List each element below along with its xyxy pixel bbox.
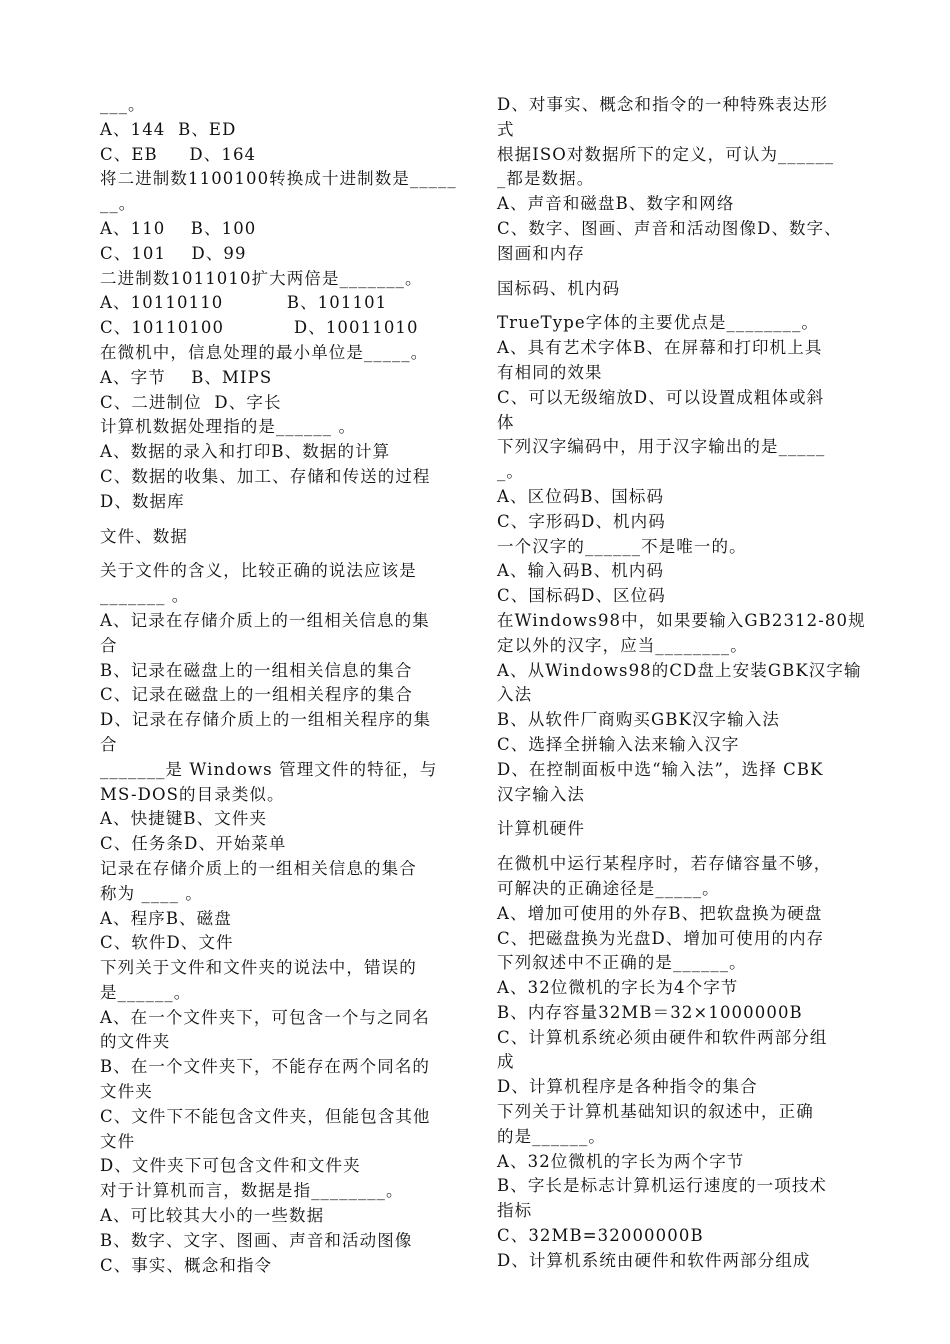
text-line: C、国标码D、区位码	[497, 586, 666, 606]
text-line: 在微机中，信息处理的最小单位是_____。	[100, 342, 429, 362]
text-line: A、输入码B、机内码	[497, 561, 665, 581]
text-line: 汉字输入法	[497, 784, 585, 804]
text-line: 下列叙述中不正确的是______。	[497, 953, 747, 973]
text-line: C、数字、图画、声音和活动图像D、数字、	[497, 218, 842, 238]
text-line: D、数据库	[100, 491, 185, 511]
text-line: 入法	[497, 685, 533, 705]
text-line: D、记录在存储介质上的一组相关程序的集	[100, 710, 432, 730]
text-line: B、数字、文字、图画、声音和活动图像	[100, 1230, 413, 1250]
right-column	[497, 93, 869, 1274]
text-line: A、32位微机的字长为4个字节	[497, 978, 739, 998]
left-column	[100, 93, 472, 1278]
text-line: TrueType字体的主要优点是________。	[497, 313, 819, 333]
text-line: 定以外的汉字，应当________。	[497, 635, 748, 655]
text-line: A、记录在存储介质上的一组相关信息的集	[100, 610, 430, 630]
text-line: A、110 B、100	[100, 218, 257, 238]
text-line: 式	[497, 119, 515, 139]
text-line: B、在一个文件夹下，不能存在两个同名的	[100, 1057, 431, 1077]
text-line: 计算机数据处理指的是______ 。	[100, 417, 357, 437]
text-line: C、数据的收集、加工、存储和传送的过程	[100, 466, 431, 486]
text-line: 可解决的正确途径是_____。	[497, 878, 720, 898]
text-line: A、字节 B、MIPS	[100, 367, 273, 387]
text-line: 图画和内存	[497, 243, 585, 263]
text-line: 成	[497, 1052, 515, 1072]
text-line: A、声音和磁盘B、数字和网络	[497, 194, 735, 214]
text-line: B、记录在磁盘上的一组相关信息的集合	[100, 660, 413, 680]
text-line: 合	[100, 734, 118, 754]
text-line: C、32MB=32000000B	[497, 1226, 704, 1246]
text-line: B、从软件厂商购买GBK汉字输入法	[497, 710, 780, 730]
text-line: A、增加可使用的外存B、把软盘换为硬盘	[497, 903, 823, 923]
section-heading: 文件、数据	[100, 526, 188, 546]
text-line: C、文件下不能包含文件夹，但能包含其他	[100, 1106, 431, 1126]
text-line: 的是______。	[497, 1126, 606, 1146]
text-line: A、在一个文件夹下，可包含一个与之同名	[100, 1007, 430, 1027]
text-line: 下列关于计算机基础知识的叙述中，正确	[497, 1102, 814, 1122]
text-line: A、144 B、ED	[100, 119, 237, 139]
text-line: C、事实、概念和指令	[100, 1255, 273, 1275]
text-line: _。	[497, 462, 524, 482]
text-line: A、数据的录入和打印B、数据的计算	[100, 442, 391, 462]
text-line: C、任务条D、开始菜单	[100, 834, 287, 854]
text-line: D、计算机系统由硬件和软件两部分组成	[497, 1250, 811, 1270]
text-line: C、字形码D、机内码	[497, 511, 666, 531]
text-line: 关于文件的含义，比较正确的说法应该是	[100, 561, 417, 581]
text-line: C、把磁盘换为光盘D、增加可使用的内存	[497, 928, 825, 948]
section-heading: 计算机硬件	[497, 819, 585, 839]
text-line: D、文件夹下可包含文件和文件夹	[100, 1156, 361, 1176]
text-line: D、计算机程序是各种指令的集合	[497, 1077, 758, 1097]
text-line: B、内存容量32MB＝32×1000000B	[497, 1002, 803, 1022]
text-line: C、EB D、164	[100, 144, 257, 164]
text-line: _______是 Windows 管理文件的特征，与	[100, 759, 438, 779]
text-line: A、程序B、磁盘	[100, 908, 232, 928]
text-line: 二进制数1011010扩大两倍是_______。	[100, 268, 423, 288]
text-line: 文件夹	[100, 1082, 153, 1102]
text-line: 将二进制数1100100转换成十进制数是_____	[100, 169, 457, 189]
text-line: 对于计算机而言，数据是指________。	[100, 1181, 404, 1201]
text-line: 有相同的效果	[497, 362, 603, 382]
text-line: A、区位码B、国标码	[497, 486, 665, 506]
text-line: 下列汉字编码中，用于汉字输出的是_____	[497, 437, 826, 457]
text-line: 体	[497, 412, 515, 432]
text-line: 称为 ____ 。	[100, 883, 203, 903]
text-line: A、快捷键B、文件夹	[100, 809, 268, 829]
text-line: D、在控制面板中选“输入法”，选择 CBK	[497, 759, 824, 779]
text-line: C、10110100 D、10011010	[100, 318, 419, 338]
text-line: D、对事实、概念和指令的一种特殊表达形	[497, 95, 829, 114]
text-line: C、计算机系统必须由硬件和软件两部分组	[497, 1027, 828, 1047]
text-line: A、32位微机的字长为两个字节	[497, 1151, 745, 1171]
text-line: C、记录在磁盘上的一组相关程序的集合	[100, 685, 413, 705]
text-line: C、二进制位 D、字长	[100, 392, 282, 412]
text-line: 文件	[100, 1131, 136, 1151]
text-line: A、可比较其大小的一些数据	[100, 1206, 325, 1226]
text-line: 是______。	[100, 982, 192, 1002]
text-line: 指标	[497, 1201, 533, 1221]
text-line: C、选择全拼输入法来输入汉字	[497, 734, 740, 754]
text-line: A、从Windows98的CD盘上安装GBK汉字输	[497, 660, 862, 680]
text-line: 下列关于文件和文件夹的说法中，错误的	[100, 958, 417, 978]
text-line: _都是数据。	[497, 169, 595, 189]
text-line: MS-DOS的目录类似。	[100, 784, 285, 804]
text-line: __。	[100, 194, 137, 214]
text-line: 合	[100, 635, 118, 655]
text-line: 根据ISO对数据所下的定义，可认为______	[497, 144, 835, 164]
text-line: 记录在存储介质上的一组相关信息的集合	[100, 858, 417, 878]
text-line: 的文件夹	[100, 1032, 171, 1052]
text-line: 一个汉字的______不是唯一的。	[497, 536, 747, 556]
text-line: A、具有艺术字体B、在屏幕和打印机上具	[497, 338, 823, 358]
text-line: ___。	[100, 95, 146, 114]
section-heading: 国标码、机内码	[497, 278, 621, 298]
text-line: 在Windows98中，如果要输入GB2312-80规	[497, 610, 866, 630]
text-line: B、字长是标志计算机运行速度的一项技术	[497, 1176, 828, 1196]
text-line: _______ 。	[100, 586, 190, 606]
text-line: C、101 D、99	[100, 243, 247, 263]
text-line: A、10110110 B、101101	[100, 293, 388, 313]
text-line: C、软件D、文件	[100, 933, 234, 953]
text-line: C、可以无级缩放D、可以设置成粗体或斜	[497, 387, 825, 407]
text-line: 在微机中运行某程序时，若存储容量不够，	[497, 854, 832, 874]
